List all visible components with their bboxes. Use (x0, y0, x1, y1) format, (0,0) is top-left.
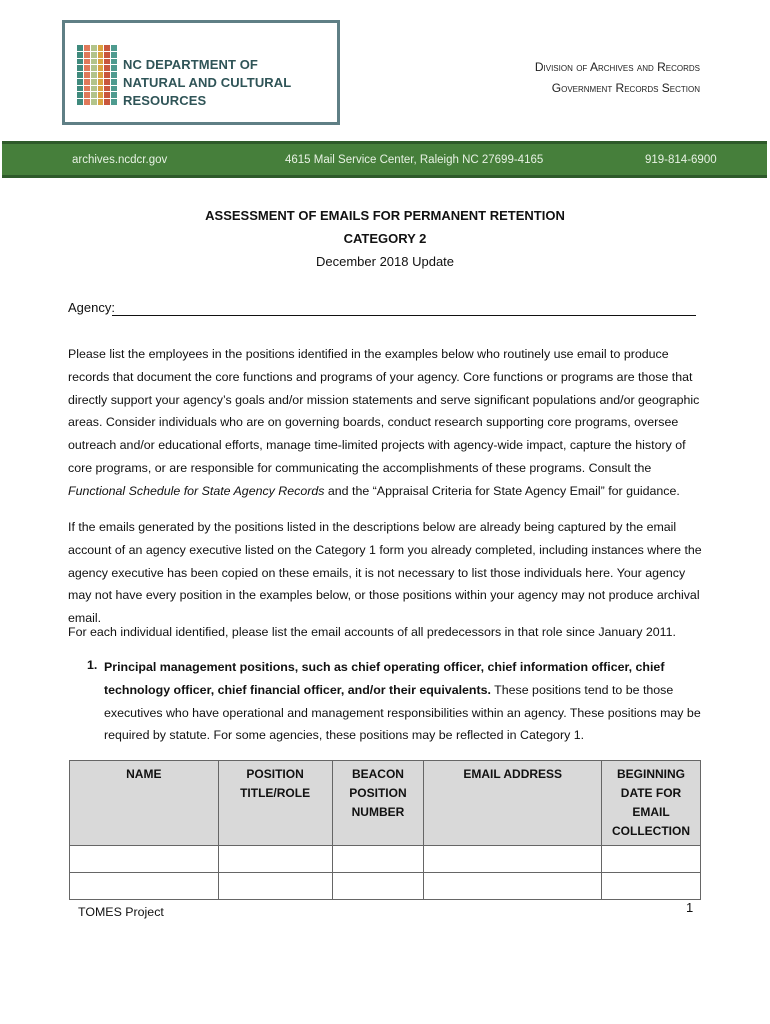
logo-tile (91, 86, 97, 92)
logo-tile (84, 52, 90, 58)
logo-tile (111, 79, 117, 85)
logo-tile (104, 59, 110, 65)
logo-tile (91, 45, 97, 51)
agency-input-line[interactable] (112, 315, 696, 316)
item-1-text: These positions tend to be those executives who have operational and management responsibilities within an agency. These positions may be required by statute. For some agencies, these positions may be reflected in Category 1. (104, 682, 701, 743)
logo-tile (77, 52, 83, 58)
logo-tile (111, 45, 117, 51)
logo-tile (104, 99, 110, 105)
logo-tile (91, 72, 97, 78)
logo-tile (111, 52, 117, 58)
logo-tile (104, 79, 110, 85)
logo-tile (98, 79, 104, 85)
logo-tile (84, 99, 90, 105)
logo-tile (91, 59, 97, 65)
logo-tile (111, 99, 117, 105)
logo-tile (77, 79, 83, 85)
p1-end: and the “Appraisal Criteria for State Agency Email” for guidance. (324, 483, 680, 498)
logo-tile (84, 59, 90, 65)
logo-tile (98, 72, 104, 78)
header-position-title: POSITION TITLE/ROLE (218, 761, 332, 846)
document-title: ASSESSMENT OF EMAILS FOR PERMANENT RETENTION (205, 208, 565, 223)
header-beginning-date: BEGINNING DATE FOR EMAIL COLLECTION (602, 761, 701, 846)
logo-tile (111, 59, 117, 65)
logo-tile (98, 86, 104, 92)
logo-tile (98, 59, 104, 65)
logo-tile (77, 86, 83, 92)
positions-table (69, 760, 701, 900)
document-update-date: December 2018 Update (315, 254, 455, 269)
logo-tile (84, 72, 90, 78)
logo-tile (98, 65, 104, 71)
position-cell[interactable] (218, 846, 332, 873)
agency-label: Agency: (68, 300, 115, 315)
instructions-paragraph-2: If the emails generated by the positions listed in the descriptions below are already being captured by the email account of an agency executive listed on the Category 1 form you already completed, including instances where the agency executive has been copied on these emails, it is not necessary to list those individuals here. Your agency may not have every position in the examples below, or those positions within your agency may not produce archival email. (68, 520, 702, 626)
item-1-bold: Principal management positions, such as chief operating officer, chief information officer, chief technology officer, chief financial officer, and/or their equivalents. (104, 660, 665, 697)
logo-tile (111, 92, 117, 98)
header-email-address: EMAIL ADDRESS (424, 761, 602, 846)
logo-tile (111, 65, 117, 71)
mailing-address: 4615 Mail Service Center, Raleigh NC 27699-4165 (285, 154, 544, 166)
logo-tile (77, 59, 83, 65)
logo-mosaic-icon (77, 45, 117, 105)
table-row (70, 846, 701, 873)
email-cell[interactable] (424, 846, 602, 873)
logo-line-1: NC DEPARTMENT OF (123, 57, 258, 72)
header-name: NAME (70, 761, 219, 846)
instructions-paragraph-1 (68, 343, 702, 503)
logo-tile (91, 99, 97, 105)
functional-schedule-title: Functional Schedule for State Agency Records (68, 483, 325, 498)
logo-tile (91, 52, 97, 58)
logo-tile (77, 92, 83, 98)
division-heading (535, 57, 700, 99)
website-link[interactable]: archives.ncdcr.gov (72, 154, 168, 166)
name-cell[interactable] (70, 873, 219, 900)
logo-tile (77, 72, 83, 78)
logo-tile (104, 86, 110, 92)
logo-tile (91, 65, 97, 71)
logo-tile (77, 65, 83, 71)
position-cell[interactable] (218, 873, 332, 900)
date-cell[interactable] (602, 873, 701, 900)
footer-project: TOMES Project (78, 905, 164, 919)
contact-bar (2, 141, 767, 178)
division-line-2: Government Records Section (551, 81, 700, 95)
logo-tile (84, 92, 90, 98)
logo-tile (104, 92, 110, 98)
logo-text (123, 56, 338, 110)
table-row (70, 873, 701, 900)
header-beacon-number: BEACON POSITION NUMBER (332, 761, 424, 846)
beacon-cell[interactable] (332, 873, 424, 900)
logo-tile (91, 79, 97, 85)
logo-tile (84, 65, 90, 71)
table-header-row (70, 761, 701, 846)
logo-tile (84, 86, 90, 92)
document-category: CATEGORY 2 (343, 231, 427, 246)
logo-tile (77, 99, 83, 105)
item-number: 1. (87, 658, 98, 672)
logo-tile (91, 92, 97, 98)
page-number: 1 (686, 900, 694, 915)
ncdncr-logo (62, 20, 340, 125)
email-cell[interactable] (424, 873, 602, 900)
division-line-1: Division of Archives and Records (534, 60, 700, 74)
instructions-paragraph-3: For each individual identified, please list the email accounts of all predecessors in that role since January 2011. (68, 625, 676, 639)
name-cell[interactable] (70, 846, 219, 873)
logo-tile (98, 92, 104, 98)
logo-tile (98, 99, 104, 105)
logo-tile (98, 45, 104, 51)
logo-tile (104, 65, 110, 71)
date-cell[interactable] (602, 846, 701, 873)
logo-tile (84, 79, 90, 85)
beacon-cell[interactable] (332, 846, 424, 873)
logo-tile (84, 45, 90, 51)
logo-tile (111, 72, 117, 78)
p1-start: Please list the employees in the positions identified in the examples below who routinely use email to produce records that document the core functions and programs of your agency. Core functions or programs are those that directly support your agency’s goals and/or mission statements and serve significant populations and/or geographic areas. Consider individuals who are on governing boards, conduct research supporting core programs, oversee outreach and/or educational efforts, manage time-limited projects with agency-wide impact, capture the history of core programs, or are responsible for communicating the accomplishments of these programs. Consult the (68, 347, 700, 475)
logo-tile (104, 52, 110, 58)
logo-line-2: NATURAL AND CULTURAL RESOURCES (123, 75, 292, 108)
item-1-description (104, 656, 704, 747)
logo-tile (111, 86, 117, 92)
logo-tile (98, 52, 104, 58)
logo-tile (104, 72, 110, 78)
phone-number: 919-814-6900 (645, 154, 717, 166)
logo-tile (77, 45, 83, 51)
logo-tile (104, 45, 110, 51)
